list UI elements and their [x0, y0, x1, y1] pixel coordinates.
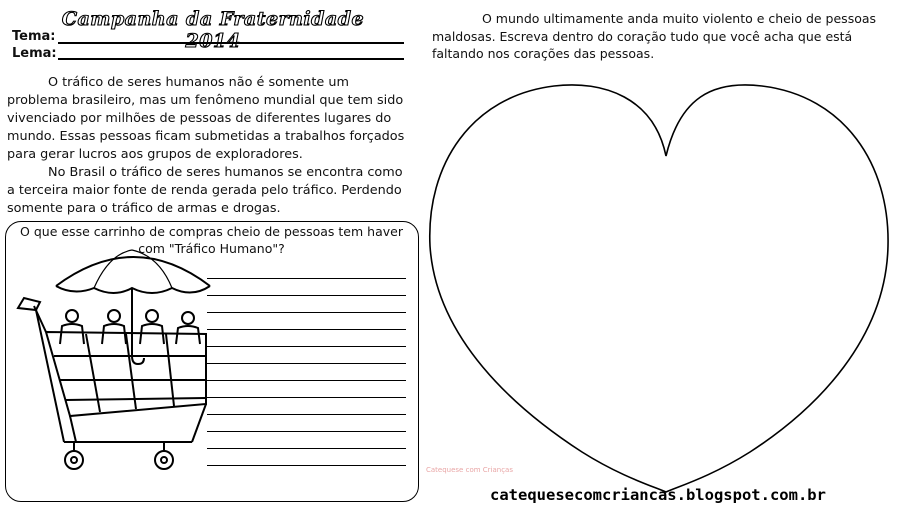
answer-line-10[interactable]: [207, 431, 406, 432]
tema-label: Tema:: [12, 29, 56, 44]
blog-url: catequesecomcriancas.blogspot.com.br: [490, 486, 826, 504]
heart-instruction-text: O mundo ultimamente anda muito violento e cheio de pessoas maldosas. Escreva dentro do coração tudo que você acha que está faltando nos corações das pessoas.: [432, 11, 877, 61]
heart-drawing-area[interactable]: [424, 62, 892, 496]
answer-line-4[interactable]: [207, 329, 406, 330]
answer-line-1[interactable]: [207, 278, 406, 279]
answer-line-7[interactable]: [207, 380, 406, 381]
paragraph-1: O tráfico de seres humanos não é somente um problema brasileiro, mas um fenômeno mundial que tem sido vivenciado por milhões de pessoas de diferentes lugares do mundo. Essas pessoas ficam submetidas a trabalhos forçados para gerar lucros aos grupos de exploradores.: [7, 75, 405, 162]
paragraph-2: No Brasil o tráfico de seres humanos se encontra como a terceira maior fonte de renda gerada pelo tráfico. Perdendo somente para o tráfico de armas e drogas.: [7, 165, 403, 216]
worksheet-title: Campanha da Fraternidade 2014: [61, 8, 365, 52]
lema-label: Lema:: [12, 46, 57, 61]
answer-line-2[interactable]: [207, 295, 406, 296]
intro-text: [7, 74, 407, 218]
lema-line[interactable]: [58, 58, 404, 60]
answer-line-9[interactable]: [207, 414, 406, 415]
answer-line-6[interactable]: [207, 363, 406, 364]
question-text: O que esse carrinho de compras cheio de pessoas tem haver com "Tráfico Humano"?: [20, 224, 403, 256]
answer-line-3[interactable]: [207, 312, 406, 313]
blog-watermark: Catequese com Crianças: [426, 466, 513, 474]
shopping-cart-with-people-under-umbrella-icon: [14, 244, 214, 484]
answer-line-5[interactable]: [207, 346, 406, 347]
heart-instruction: [432, 10, 887, 63]
answer-line-8[interactable]: [207, 397, 406, 398]
answer-line-11[interactable]: [207, 448, 406, 449]
tema-line[interactable]: [58, 42, 404, 44]
answer-line-12[interactable]: [207, 465, 406, 466]
